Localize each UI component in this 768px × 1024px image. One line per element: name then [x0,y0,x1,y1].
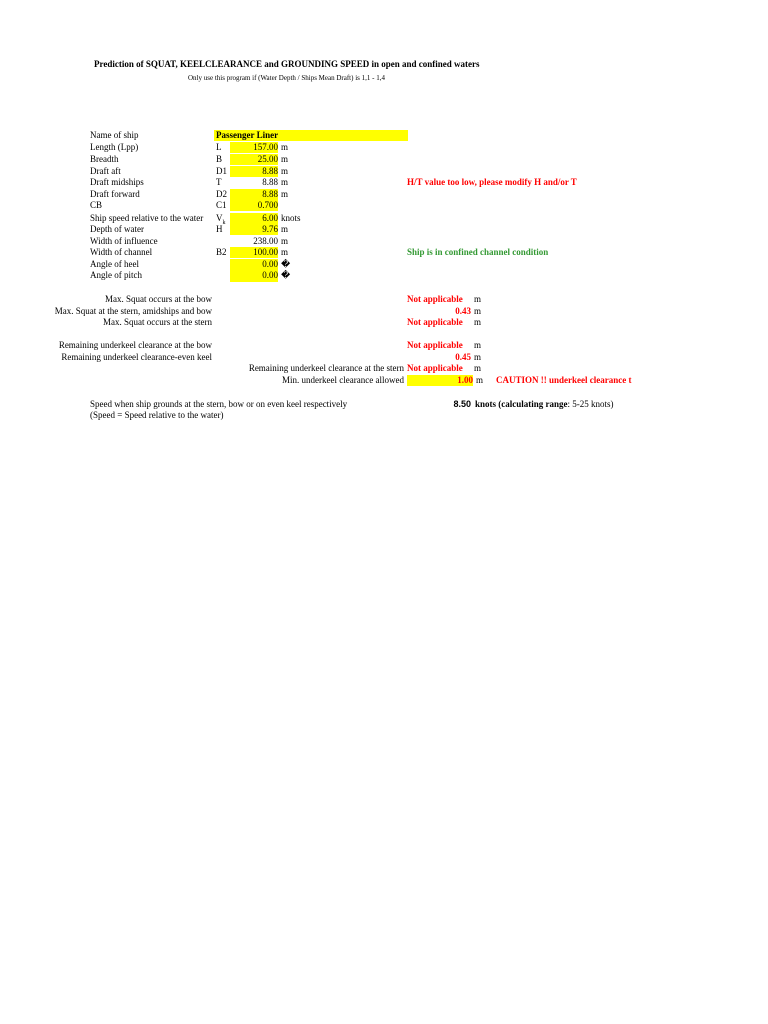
label-ukc-bow: Remaining underkeel clearance at the bow [58,340,212,350]
page-subtitle: Only use this program if (Water Depth / Ships Mean Draft) is 1,1 - 1,4 [188,74,385,82]
label-squat-stern: Max. Squat occurs at the stern [103,317,212,327]
unit-ukc-bow: m [474,340,482,350]
unit-width-of-influence: m [281,236,289,246]
angle-of-pitch-input[interactable]: 0.00 [230,270,278,282]
width-of-channel-input[interactable]: 100.00 [230,247,278,258]
length-input[interactable]: 157.00 [230,142,278,153]
unit-ukc-min: m [476,375,484,385]
breadth-input[interactable]: 25.00 [230,154,278,165]
label-ukc-even: Remaining underkeel clearance-even keel [61,352,212,362]
symbol-width-of-channel: B2 [216,247,227,257]
label-name-of-ship: Name of ship [90,130,139,140]
unit-ship-speed: knots [281,213,301,223]
symbol-cb: C1 [216,200,227,210]
unit-breadth: m [281,154,289,164]
caution-message: CAUTION !! underkeel clearance t [496,375,632,385]
grounding-range-text: : 5-25 knots) [567,399,614,409]
label-breadth: Breadth [90,154,119,164]
ship-name-cell[interactable]: Passenger Liner [214,130,408,141]
symbol-draft-forward: D2 [216,189,227,199]
ship-speed-input[interactable]: 6.00 [230,213,278,224]
unit-draft-aft: m [281,166,289,176]
unit-length: m [281,142,289,152]
label-grounding-speed: Speed when ship grounds at the stern, bow or on even keel respectively [90,399,348,409]
symbol-length: L [216,142,222,152]
unit-squat-stern: m [474,317,482,327]
label-cb: CB [90,200,103,210]
label-draft-midships: Draft midships [90,177,144,187]
unit-depth-of-water: m [281,224,289,234]
unit-squat-even: m [474,306,482,316]
squat-stern-value: Not applicable [407,317,463,327]
squat-even-value: 0.43 [455,306,471,316]
symbol-draft-aft: D1 [216,166,227,176]
label-angle-of-heel: Angle of heel [90,259,139,269]
symbol-depth-of-water: H [216,224,223,234]
label-squat-bow: Max. Squat occurs at the bow [105,294,212,304]
ht-warning: H/T value too low, please modify H and/or T [407,177,577,187]
label-width-of-channel: Width of channel [90,247,153,257]
unit-ukc-stern: m [474,363,482,373]
unit-draft-midships: m [281,177,289,187]
width-of-influence-value: 238.00 [253,236,278,246]
label-width-of-influence: Width of influence [90,236,158,246]
grounding-unit-text: knots (calculating range [475,399,568,409]
label-ukc-stern: Remaining underkeel clearance at the stern [248,363,404,373]
squat-bow-value: Not applicable [407,294,463,304]
unit-width-of-channel: m [281,247,289,257]
grounding-speed-unit [475,399,614,410]
symbol-breadth: B [216,154,223,164]
label-draft-forward: Draft forward [90,189,140,199]
ukc-even-value: 0.45 [455,352,471,362]
grounding-speed-value: 8.50 [453,399,471,409]
draft-aft-input[interactable]: 8.88 [230,166,278,177]
draft-forward-input[interactable]: 8.88 [230,189,278,200]
unit-squat-bow: m [474,294,482,304]
unit-ukc-even: m [474,352,482,362]
page-title: Prediction of SQUAT, KEELCLEARANCE and GROUNDING SPEED in open and confined waters [94,59,480,69]
symbol-ship-speed: $V_k$ [216,213,226,226]
unit-draft-forward: m [281,189,289,199]
label-depth-of-water: Depth of water [90,224,144,234]
label-ukc-min: Min. underkeel clearance allowed [282,375,404,385]
cb-input[interactable]: 0.700 [230,200,278,211]
ukc-stern-value: Not applicable [407,363,463,373]
draft-midships-value: 8.88 [262,177,278,187]
symbol-draft-midships: T [216,177,222,187]
label-angle-of-pitch: Angle of pitch [90,270,142,280]
label-squat-even: Max. Squat at the stern, amidships and bow [54,306,212,316]
label-draft-aft: Draft aft [90,166,121,176]
angle-of-heel-input[interactable]: 0.00 [230,259,278,270]
unit-angle-of-pitch: � [281,270,291,280]
label-ship-speed: Ship speed relative to the water [90,213,204,223]
ukc-bow-value: Not applicable [407,340,463,350]
confined-channel-status: Ship is in confined channel condition [407,247,549,257]
label-grounding-note: (Speed = Speed relative to the water) [90,410,224,420]
unit-angle-of-heel: � [281,259,291,269]
ukc-min-input[interactable]: 1.00 [407,375,473,386]
depth-of-water-input[interactable]: 9.76 [230,224,278,235]
label-length: Length (Lpp) [90,142,139,152]
